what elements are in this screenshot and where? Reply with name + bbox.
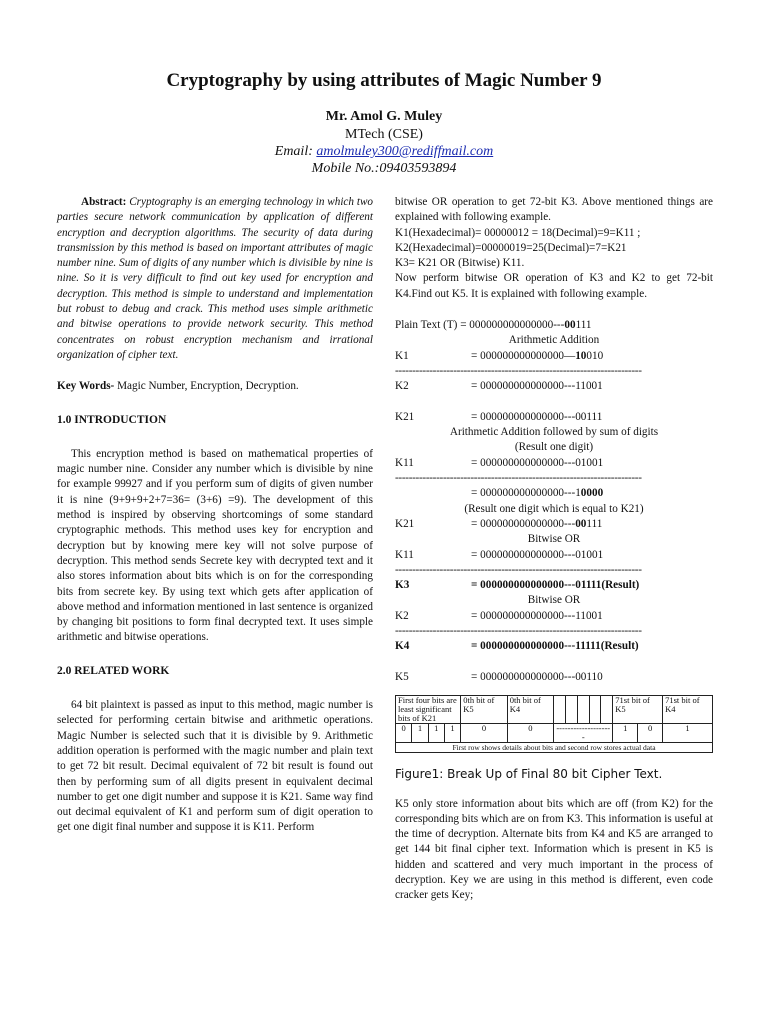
introduction-text: This encryption method is based on mathematical properties of magic number nine. Consider any number which is divisible by nine for example 99927 and if you perform sum of digits of given number it is nine (9+9+9+2+7=36= (3+6) =9). The development of this method is inspired by observing shortcomings of some standard cryptographic methods. This method uses key for encryption and decryption but by knowing mere key will not solve purpose of decryption. This method sends Secrete key with decrypted text and it also stores information about bits which is on for the corresponding bits from secrete key. By using text which gets after application of above method and information mentioned in last sentence is organized by changing bit positions to form final decrypted text. It uses simple arithmetic and bitwise operations. [57, 447, 373, 644]
email-label: Email: [274, 144, 313, 159]
author-mobile: Mobile No.:09403593894 [311, 161, 457, 176]
table-cell [554, 696, 566, 724]
arith-addition-label: Arithmetic Addition [508, 334, 600, 347]
k11b-row [395, 548, 713, 563]
k1-tail: 010 [586, 349, 604, 362]
k5-row [395, 670, 713, 685]
paper-title: Cryptography by using attributes of Magic Number 9 [166, 70, 602, 91]
figure-caption: Figure1: Break Up of Final 80 bit Cipher Text. [395, 767, 663, 782]
plain-text-tail: 111 [575, 319, 592, 332]
k2b-label: K2 [395, 609, 409, 622]
author-name: Mr. Amol G. Muley [325, 109, 443, 124]
table-cell: 0th bit of K4 [507, 696, 553, 724]
keywords-text: Magic Number, Encryption, Decryption. [117, 380, 299, 393]
table-cell [601, 696, 613, 724]
k2b-value: = 000000000000000---11001 [471, 609, 603, 622]
divider: ------------------------------------------------------------------------ [395, 563, 642, 576]
k21b-row [395, 517, 713, 532]
k4-label: K4 [395, 640, 410, 653]
k1-value: = 000000000000000— [471, 349, 576, 362]
plain-text-row [395, 318, 713, 333]
arith-sum-label: Arithmetic Addition followed by sum of digits [449, 426, 659, 439]
k2-value: = 000000000000000---11001 [471, 380, 603, 393]
k21b-label: K21 [395, 517, 415, 530]
divider: ------------------------------------------------------------------------ [395, 472, 642, 485]
section-heading-related-work: 2.0 RELATED WORK [57, 664, 170, 677]
k21b-tail: 111 [586, 517, 603, 530]
k21b-value: = 000000000000000--- [471, 517, 576, 530]
table-cell: 71st bit of K4 [663, 696, 713, 724]
table-cell: 71st bit of K5 [613, 696, 663, 724]
abstract-label: Abstract: [81, 196, 127, 208]
table-cell: 1 [663, 724, 713, 743]
k5-value: = 000000000000000---00110 [471, 670, 603, 683]
plain-text-value: Plain Text (T) = 000000000000000--- [395, 319, 565, 332]
k5-explanation: K5 only store information about bits which are off (from K2) for the corresponding bits which are on from K3. This information is useful at the time of decryption. Alternate bits from K4 and K5 are arranged to get 144 bit final cipher text. Information which is present in K5 is hidden and scattered and very much important in the process of decryption. Key we are using in this method is different, even code cracker gets Key; [395, 797, 713, 902]
author-email [0, 144, 768, 160]
table-cell: 1 [412, 724, 428, 743]
k11-value: = 000000000000000---01001 [471, 456, 604, 469]
bitwise-or-label-2: Bitwise OR [527, 594, 581, 607]
result-k21-label: (Result one digit which is equal to K21) [464, 502, 644, 515]
k21-row [395, 410, 713, 425]
k1-row [395, 349, 713, 364]
table-cell: 1 [613, 724, 638, 743]
k21-value: = 000000000000000---00111 [471, 410, 603, 423]
right-intro-line: K2(Hexadecimal)=00000019=25(Decimal)=7=K21 [395, 241, 627, 254]
table-cell [565, 696, 577, 724]
right-column [395, 195, 713, 904]
plain-text-bold: 00 [564, 319, 576, 332]
table-cell: 1 [444, 724, 460, 743]
table-caption-row [396, 743, 713, 753]
k3-row [395, 578, 713, 593]
k11-label: K11 [395, 456, 414, 469]
table-cell [577, 696, 589, 724]
sum-bold: 0000 [580, 487, 604, 500]
k2-row [395, 379, 713, 394]
table-cell: First four bits are least significant bits of K21 [396, 696, 461, 724]
table-cell [589, 696, 601, 724]
k2-label: K2 [395, 380, 409, 393]
k3-label: K3 [395, 579, 410, 592]
result-one-digit: (Result one digit) [514, 441, 594, 454]
right-intro-line: K1(Hexadecimal)= 00000012 = 18(Decimal)=9=K11 ; [395, 226, 641, 239]
table-cell: 0 [461, 724, 507, 743]
table-header-row [396, 696, 713, 724]
table-value-row [396, 724, 713, 743]
email-link[interactable]: amolmuley300@rediffmail.com [316, 144, 494, 159]
k11b-value: = 000000000000000---01001 [471, 548, 604, 561]
bitwise-or-label: Bitwise OR [527, 533, 581, 546]
k2b-row [395, 609, 713, 624]
k21-label: K21 [395, 410, 415, 423]
worked-example [395, 318, 713, 685]
sum-row [395, 486, 713, 501]
table-cell: 0 [507, 724, 553, 743]
k21b-bold: 00 [575, 517, 587, 530]
right-intro-line: Now perform bitwise OR operation of K3 and K2 to get 72-bit K4.Find out K5. It is explained with following example. [395, 272, 713, 300]
keywords-label: Key Words- [57, 380, 115, 393]
section-heading-introduction: 1.0 INTRODUCTION [57, 413, 167, 426]
table-caption: First row shows details about bits and second row stores actual data [396, 743, 713, 753]
k3-value: = 000000000000000---01111(Result) [471, 579, 640, 592]
table-cell: 0 [638, 724, 663, 743]
keywords [57, 379, 373, 394]
table-cell: 0th bit of K5 [461, 696, 507, 724]
k1-label: K1 [395, 349, 409, 362]
table-cell: 1 [428, 724, 444, 743]
table-cell: -------------------- [554, 724, 613, 743]
cipher-bits-table [395, 695, 713, 753]
k5-label: K5 [395, 670, 409, 683]
abstract-text: Cryptography is an emerging technology in which two parties secure network communication by application of different encryption and decryption algorithms. The security of data during transmission by this method is based on important attributes of magic number nine. Sum of digits of any number which is divisible by nine is nine. So it is very difficult to find out key used for encryption and decryption. This method is simple to understand and implementation but robust to debug and crack. This method uses simple arithmetic and bitwise operations to provide network security. This method concentrates on robust encryption mechanism and irrational organization of cipher text. [57, 196, 373, 361]
right-intro-line: bitwise OR operation to get 72-bit K3. Above mentioned things are explained with following example. [395, 196, 713, 224]
divider: ------------------------------------------------------------------------ [395, 364, 642, 377]
k1-bold: 10 [575, 349, 587, 362]
sum-value: = 000000000000000---1 [471, 487, 581, 500]
abstract [57, 195, 373, 363]
k4-value: = 000000000000000---11111(Result) [471, 640, 639, 653]
k11-row [395, 456, 713, 471]
author-degree: MTech (CSE) [345, 127, 423, 142]
table-cell: 0 [396, 724, 412, 743]
left-column [57, 195, 373, 836]
k11b-label: K11 [395, 548, 414, 561]
divider: ------------------------------------------------------------------------ [395, 625, 642, 638]
k4-row [395, 639, 713, 654]
related-work-text: 64 bit plaintext is passed as input to this method, magic number is selected for performing certain bitwise and arithmetic operations. Magic Number is selected such that it is divisible by 9. Arithmetic addition operation is performed with the magic number and plain text to get 72 bit result. Decimal equivalent of 72 bit result is found out then by performing sum of all digits present in equivalent decimal number to get one digit number and suppose it is K21. Same way find out decimal equivalent of K1 and perform sum of digit operation to get one digit final number and suppose it is K11. Perform [57, 699, 373, 834]
right-intro-line: K3= K21 OR (Bitwise) K11. [395, 257, 525, 270]
